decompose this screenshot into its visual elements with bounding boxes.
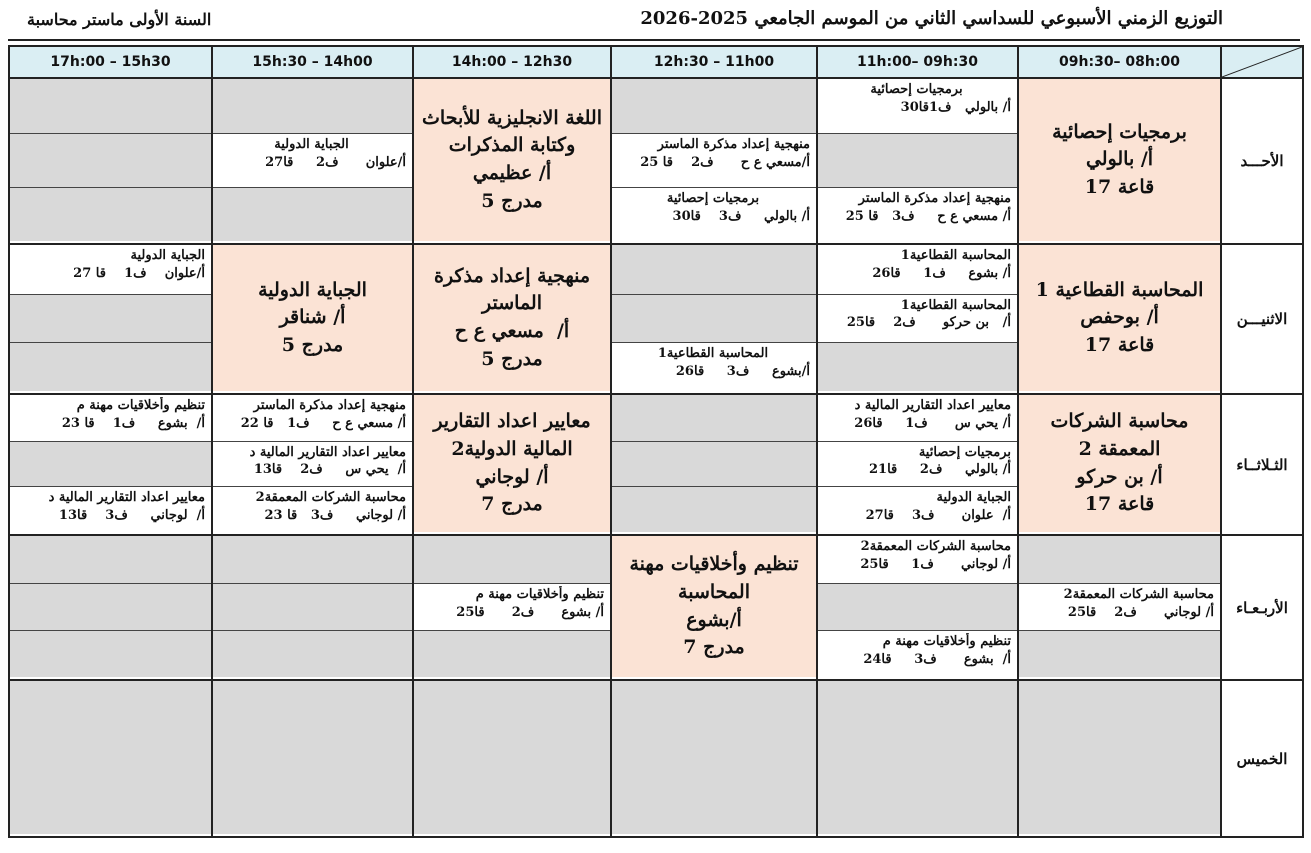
session-subject: المحاسبة القطاعية1 xyxy=(900,297,1011,313)
schedule-cell xyxy=(1018,680,1221,837)
cell-content xyxy=(612,395,816,532)
lecture-line: تنظيم وأخلاقيات مهنة xyxy=(629,553,799,576)
empty-slot xyxy=(612,681,816,834)
session-details: أ/علوان ف2 قا27 xyxy=(265,154,406,170)
schedule-cell xyxy=(817,244,1018,394)
day-label: الأربـعـاء xyxy=(1221,535,1303,680)
session-subject: تنظيم وأخلاقيات مهنة م xyxy=(882,633,1011,649)
cell-content xyxy=(10,79,211,241)
group-session xyxy=(10,395,211,441)
group-session xyxy=(213,395,412,441)
lecture-line: المعمقة 2 xyxy=(1078,437,1161,460)
session-subject: معايير اعداد التقارير المالية د xyxy=(854,398,1011,413)
session-details: أ/ يحي س ف2 قا13 xyxy=(253,462,406,478)
group-session xyxy=(213,441,412,487)
group-session xyxy=(10,187,211,241)
header-divider xyxy=(8,39,1300,41)
page-title: التوزيع الزمني الأسبوعي للسداسي الثاني من الموسم الجامعي 2025-2026 xyxy=(640,8,1223,29)
empty-slot xyxy=(10,681,211,834)
slot-header: 14h:00 – 12h30 xyxy=(413,46,611,78)
group-session xyxy=(213,133,412,187)
session-details: أ/ علوان ف3 قا27 xyxy=(865,507,1011,523)
session-details: أ/ بن حركو ف2 قا25 xyxy=(846,315,1011,331)
group-session xyxy=(414,630,610,677)
session-details: أ/بشوع ف3 قا26 xyxy=(675,363,810,379)
session-details: أ/ لوجاني ف3 قا13 xyxy=(58,507,205,523)
empty-slot xyxy=(213,681,412,834)
lecture-line: منهجية إعداد مذكرة xyxy=(433,264,591,287)
cell-content xyxy=(213,536,412,677)
group-session xyxy=(213,486,412,532)
schedule-cell xyxy=(212,535,413,680)
corner-cell xyxy=(1221,46,1303,78)
group-session xyxy=(10,486,211,532)
session-subject: تنظيم وأخلاقيات مهنة م xyxy=(475,586,604,602)
cell-content xyxy=(818,245,1017,391)
session-subject: معايير اعداد التقارير المالية د xyxy=(249,444,406,460)
lecture-line: أ/ بالولي xyxy=(1085,148,1154,171)
session-details: أ/ لوجاني ف3 قا 23 xyxy=(264,507,406,523)
schedule-cell xyxy=(413,680,611,837)
schedule-cell xyxy=(817,535,1018,680)
cell-content xyxy=(10,681,211,834)
session-subject: منهجية إعداد مذكرة الماستر xyxy=(253,398,406,413)
group-session xyxy=(818,79,1017,133)
schedule-cell xyxy=(611,78,817,244)
cell-content xyxy=(213,79,412,241)
session-details: أ/ بشوع ف2 قا25 xyxy=(456,604,604,620)
group-session xyxy=(818,536,1017,583)
lecture-line: مدرج 7 xyxy=(481,493,543,516)
group-session xyxy=(818,583,1017,630)
session-subject: برمجيات إحصائية xyxy=(918,444,1011,460)
group-session xyxy=(818,342,1017,391)
group-session xyxy=(818,245,1017,294)
lecture-line: أ/بشوع xyxy=(686,608,742,631)
group-session xyxy=(612,245,816,294)
group-session xyxy=(10,133,211,187)
session-details: أ/ مسعي ع ح ف3 قا 25 xyxy=(845,208,1011,224)
lecture-block xyxy=(1019,245,1220,391)
group-session xyxy=(612,395,816,441)
cell-content xyxy=(612,79,816,241)
group-session xyxy=(612,133,816,187)
empty-slot xyxy=(414,681,610,834)
lecture-line: الجباية الدولية xyxy=(258,278,367,301)
group-session xyxy=(1019,536,1220,583)
schedule-cell xyxy=(413,244,611,394)
session-details: أ/ بشوع ف3 قا24 xyxy=(863,651,1011,667)
lecture-line: المحاسبة القطاعية 1 xyxy=(1035,278,1204,301)
day-label: الاثنيـــن xyxy=(1221,244,1303,394)
session-subject: منهجية إعداد مذكرة الماستر xyxy=(858,190,1011,206)
cell-content xyxy=(414,536,610,677)
cell-content xyxy=(818,79,1017,241)
day-row xyxy=(9,244,1303,394)
lecture-line: معايير اعداد التقارير xyxy=(433,410,591,433)
session-details: أ/مسعي ع ح ف2 قا 25 xyxy=(640,154,810,170)
group-session xyxy=(10,342,211,391)
session-subject: برمجيات إحصائية xyxy=(870,82,963,97)
group-session xyxy=(10,583,211,630)
schedule-cell xyxy=(212,394,413,535)
lecture-block xyxy=(612,536,816,677)
schedule-cell xyxy=(817,78,1018,244)
group-session xyxy=(612,486,816,532)
diagonal-line-icon xyxy=(1222,47,1302,77)
session-subject: محاسبة الشركات المعمقة2 xyxy=(1063,586,1214,602)
cell-content xyxy=(414,395,610,532)
cell-content xyxy=(612,681,816,834)
schedule-cell xyxy=(817,394,1018,535)
cell-content xyxy=(213,395,412,532)
lecture-line: أ/ مسعي ع ح xyxy=(454,320,570,342)
schedule-cell xyxy=(1018,394,1221,535)
session-details: أ/ بالولي ف3 قا30 xyxy=(672,208,810,224)
lecture-line: الماستر xyxy=(482,292,542,315)
group-session xyxy=(612,342,816,391)
day-label: الأحـــد xyxy=(1221,78,1303,244)
lecture-line: المالية الدولية2 xyxy=(451,437,573,460)
lecture-line: أ/ عظيمي xyxy=(472,162,552,184)
schedule-table xyxy=(8,45,1304,838)
lecture-line: أ/ شناقر xyxy=(279,306,346,329)
cell-content xyxy=(1019,79,1220,241)
cell-content xyxy=(818,395,1017,532)
session-details: أ/ بشوع ف1 قا26 xyxy=(872,265,1011,281)
group-session xyxy=(10,441,211,487)
group-session xyxy=(213,79,412,133)
schedule-cell xyxy=(9,244,212,394)
session-subject: المحاسبة القطاعية1 xyxy=(900,248,1011,263)
group-session xyxy=(1019,630,1220,677)
session-details: أ/ بالولي ف2 قا21 xyxy=(869,462,1011,478)
group-session xyxy=(612,187,816,241)
lecture-line: قاعة 17 xyxy=(1084,175,1155,198)
schedule-cell xyxy=(212,78,413,244)
schedule-cell xyxy=(611,244,817,394)
slot-header: 15h:30 – 14h00 xyxy=(212,46,413,78)
lecture-block xyxy=(414,245,610,391)
group-session xyxy=(1019,583,1220,630)
lecture-block xyxy=(1019,395,1220,532)
session-details: أ/ بالولي ف1قا30 xyxy=(900,99,1011,115)
group-session xyxy=(818,294,1017,343)
cell-content xyxy=(1019,536,1220,677)
group-session xyxy=(213,583,412,630)
schedule-cell xyxy=(611,394,817,535)
session-subject: المحاسبة القطاعية1 xyxy=(657,346,769,362)
lecture-line: برمجيات إحصائية xyxy=(1052,120,1187,143)
day-row xyxy=(9,535,1303,680)
schedule-cell xyxy=(212,680,413,837)
session-subject: محاسبة الشركات المعمقة2 xyxy=(860,539,1011,554)
cell-content xyxy=(414,79,610,241)
lecture-line: قاعة 17 xyxy=(1084,333,1155,356)
group-session xyxy=(10,536,211,583)
cell-content xyxy=(10,245,211,391)
group-session xyxy=(213,187,412,241)
schedule-cell xyxy=(1018,244,1221,394)
group-session xyxy=(10,630,211,677)
lecture-line: أ/ بن حركو xyxy=(1076,465,1163,488)
cell-content xyxy=(818,681,1017,834)
session-details: أ/ لوجاني ف1 قا25 xyxy=(860,556,1011,572)
schedule-cell xyxy=(611,535,817,680)
lecture-line: أ/ بوحفص xyxy=(1080,306,1159,329)
session-details: أ/ يحي س ف1 قا26 xyxy=(854,415,1011,431)
lecture-line: المحاسبة xyxy=(678,580,750,603)
slot-header: 17h:00 – 15h30 xyxy=(9,46,212,78)
schedule-cell xyxy=(413,535,611,680)
group-session xyxy=(10,245,211,294)
session-subject: تنظيم وأخلاقيات مهنة م xyxy=(76,398,205,413)
cell-content xyxy=(1019,395,1220,532)
slot-header-row xyxy=(9,46,1303,78)
lecture-block xyxy=(1019,79,1220,241)
cell-content xyxy=(10,395,211,532)
lecture-line: مدرج 5 xyxy=(281,333,344,356)
group-session xyxy=(818,441,1017,487)
cell-content xyxy=(414,245,610,391)
group-session xyxy=(414,583,610,630)
slot-header: 09h:30– 08h:00 xyxy=(1018,46,1221,78)
lecture-line: مدرج 7 xyxy=(683,636,745,659)
lecture-line: مدرج 5 xyxy=(481,347,543,370)
empty-slot xyxy=(818,681,1017,834)
session-details: أ/علوان ف1 قا 27 xyxy=(73,265,205,281)
session-subject: الجباية الدولية xyxy=(130,248,205,263)
cell-content xyxy=(10,536,211,677)
cell-content xyxy=(612,245,816,391)
cell-content xyxy=(1019,681,1220,834)
lecture-line: محاسبة الشركات xyxy=(1050,410,1189,433)
group-session xyxy=(213,630,412,677)
lecture-line: اللغة الانجليزية للأبحاث xyxy=(422,106,602,129)
group-session xyxy=(10,294,211,343)
group-session xyxy=(414,536,610,583)
slot-header: 12h:30 – 11h00 xyxy=(611,46,817,78)
day-row xyxy=(9,680,1303,837)
schedule-cell xyxy=(9,78,212,244)
schedule-cell xyxy=(817,680,1018,837)
cell-content xyxy=(1019,245,1220,391)
day-label: الثـلاثــاء xyxy=(1221,394,1303,535)
lecture-line: مدرج 5 xyxy=(481,189,543,212)
group-session xyxy=(10,79,211,133)
session-subject: معايير اعداد التقارير المالية د xyxy=(48,490,205,506)
group-session xyxy=(612,294,816,343)
schedule-cell xyxy=(1018,78,1221,244)
schedule-cell xyxy=(9,680,212,837)
day-label: الخميس xyxy=(1221,680,1303,837)
session-subject: الجباية الدولية xyxy=(936,490,1011,506)
lecture-block xyxy=(414,395,610,532)
session-details: أ/ لوجاني ف2 قا25 xyxy=(1067,604,1214,620)
lecture-line: وكتابة المذكرات xyxy=(448,134,576,157)
lecture-line: قاعة 17 xyxy=(1084,493,1155,516)
lecture-block xyxy=(414,79,610,241)
group-session xyxy=(818,486,1017,532)
session-subject: محاسبة الشركات المعمقة2 xyxy=(255,490,406,506)
schedule-cell xyxy=(9,535,212,680)
schedule-cell xyxy=(9,394,212,535)
group-session xyxy=(213,536,412,583)
cell-content xyxy=(414,681,610,834)
slot-header: 11h:00– 09h:30 xyxy=(817,46,1018,78)
group-session xyxy=(818,187,1017,241)
schedule-cell xyxy=(1018,535,1221,680)
session-subject: منهجية إعداد مذكرة الماستر xyxy=(657,136,810,152)
session-details: أ/ مسعي ع ح ف1 قا 22 xyxy=(240,415,406,431)
cell-content xyxy=(213,681,412,834)
cell-content xyxy=(213,245,412,391)
session-subject: برمجيات إحصائية xyxy=(666,190,760,206)
lecture-line: أ/ لوجاني xyxy=(475,465,549,488)
day-row xyxy=(9,78,1303,244)
group-session xyxy=(818,630,1017,677)
group-session xyxy=(612,79,816,133)
schedule-cell xyxy=(212,244,413,394)
session-details: أ/ بشوع ف1 قا 23 xyxy=(61,415,205,431)
group-session xyxy=(612,441,816,487)
lecture-block xyxy=(213,245,412,391)
cell-content xyxy=(612,536,816,677)
session-subject: الجباية الدولية xyxy=(274,136,349,152)
schedule-cell xyxy=(611,680,817,837)
schedule-cell xyxy=(413,394,611,535)
group-session xyxy=(818,395,1017,441)
level-label: السنة الأولى ماستر محاسبة xyxy=(27,10,212,29)
cell-content xyxy=(818,536,1017,677)
empty-slot xyxy=(1019,681,1220,834)
schedule-cell xyxy=(413,78,611,244)
day-row xyxy=(9,394,1303,535)
group-session xyxy=(818,133,1017,187)
